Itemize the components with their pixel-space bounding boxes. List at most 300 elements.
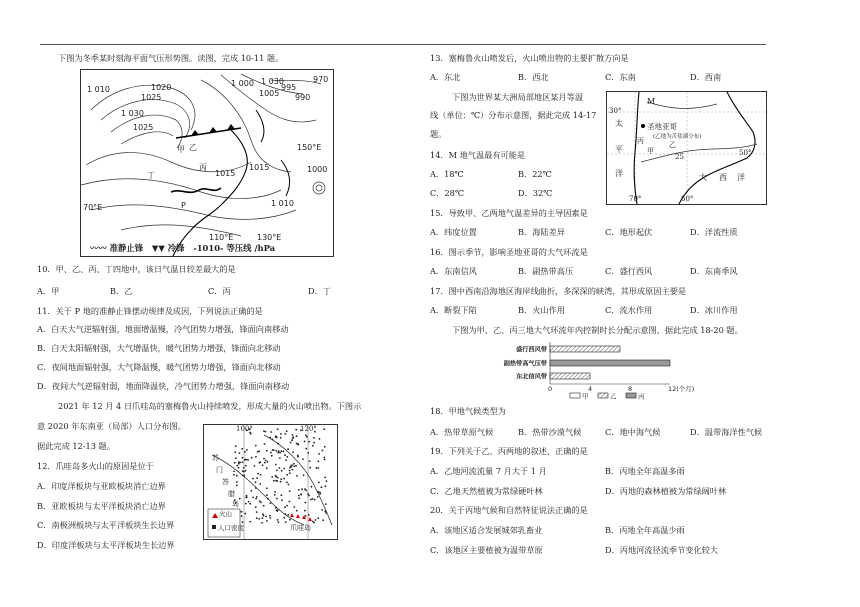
q15-option-c[interactable]: C．地形起伏 <box>605 227 653 237</box>
svg-text:P: P <box>181 201 186 210</box>
population-dot <box>325 503 327 505</box>
population-dot <box>255 487 257 489</box>
population-dot <box>322 519 324 521</box>
population-dot <box>289 519 291 521</box>
q11-option-c[interactable]: C．夜间地面辐射强，大气降温慢，暖气团势力增强，锋面向北移动 <box>37 362 281 372</box>
q18-option-d[interactable]: D．温带海洋性气候 <box>690 427 763 437</box>
population-dot <box>292 434 294 436</box>
legend-label-2: 丙 <box>638 392 645 401</box>
svg-text:990: 990 <box>295 93 311 102</box>
svg-text:70°E: 70°E <box>83 203 103 212</box>
population-dot <box>287 448 289 450</box>
population-dot <box>296 475 298 477</box>
population-dot <box>256 496 258 498</box>
tick-label-0: 0 <box>548 385 553 393</box>
population-dot <box>270 431 272 433</box>
population-dot <box>305 515 307 517</box>
population-dot <box>284 433 286 435</box>
population-dot <box>242 470 244 472</box>
population-dot <box>277 428 279 430</box>
map3-jia: 甲 <box>647 147 654 155</box>
population-dot <box>266 494 268 496</box>
svg-text:1005: 1005 <box>259 89 280 98</box>
map2-place-1: 苏 <box>212 454 219 462</box>
legend-swatch-1 <box>598 393 608 398</box>
population-dot <box>266 467 268 469</box>
svg-text:1 010: 1 010 <box>271 199 294 208</box>
q16-option-a[interactable]: A．东南信风 <box>430 266 477 276</box>
population-dot <box>275 464 277 466</box>
population-dot <box>324 459 326 461</box>
legend-swatch-0 <box>570 393 580 398</box>
q17-option-d[interactable]: D．冰川作用 <box>690 305 738 315</box>
population-dot <box>245 459 247 461</box>
q12-option-b[interactable]: B．亚欧板块与太平洋板块消亡边界 <box>37 501 166 511</box>
q18-option-b[interactable]: B．热带沙漠气候 <box>518 427 582 437</box>
population-dot <box>324 477 326 479</box>
map3-note: (乙地为苦盐湖分布) <box>653 134 702 140</box>
map3-bing: 丙 <box>637 137 644 145</box>
svg-text:1025: 1025 <box>141 93 162 102</box>
population-dot <box>239 452 241 454</box>
population-dot <box>280 478 282 480</box>
population-dot <box>283 468 285 470</box>
svg-text:1 010: 1 010 <box>87 85 110 94</box>
population-dot <box>241 515 243 517</box>
population-dot <box>277 477 279 479</box>
population-dot <box>270 502 272 504</box>
population-dot <box>304 488 306 490</box>
population-dot <box>301 488 303 490</box>
map2-place-2: 门 <box>216 466 223 474</box>
population-dot <box>297 444 299 446</box>
population-dot <box>273 480 275 482</box>
map3-pacific-3: 洋 <box>615 169 623 178</box>
population-dot <box>296 510 298 512</box>
population-dot <box>245 470 247 472</box>
population-dot <box>255 445 257 447</box>
map3-atlantic-1: 大 <box>699 173 707 182</box>
population-dot <box>262 517 264 519</box>
population-dot <box>259 483 261 485</box>
population-dot <box>251 457 253 459</box>
population-dot <box>316 467 318 469</box>
q18-option-c[interactable]: C．地中海气候 <box>605 427 661 437</box>
population-dot <box>317 517 319 519</box>
q20-option-a[interactable]: A．该地区适合发展城郊乳畜业 <box>430 525 543 535</box>
map3-25: 25 <box>675 153 684 161</box>
population-dot <box>245 503 247 505</box>
q12-option-d[interactable]: D．印度洋板块与太平洋板块生长边界 <box>37 540 175 550</box>
population-dot <box>256 477 258 479</box>
map3-label-m: M <box>647 97 656 106</box>
q13-option-d[interactable]: D．西南 <box>690 72 722 82</box>
svg-text:丙: 丙 <box>199 163 207 172</box>
population-dot <box>286 474 288 476</box>
population-dot <box>246 449 248 451</box>
population-dot <box>325 485 327 487</box>
row-label-0: 盛行西风带 <box>516 346 547 354</box>
population-dot <box>284 506 286 508</box>
stationary-front-legend-icon: 〰〰 <box>90 243 107 253</box>
q10-option-a[interactable]: A．甲 <box>37 286 60 296</box>
population-dot <box>296 435 298 437</box>
q11-option-b[interactable]: B．白天太阳辐射强，大气增温快，暖气团势力增强，锋面向北移动 <box>37 343 281 353</box>
q16-option-d[interactable]: D．东南季风 <box>690 266 738 276</box>
population-dot <box>256 517 258 519</box>
population-dot <box>279 467 281 469</box>
population-dot <box>267 498 269 500</box>
population-dot <box>280 481 282 483</box>
q19-option-d[interactable]: D．丙地的森林植被为常绿阔叶林 <box>605 486 727 496</box>
map3-lat-50: 50° <box>739 149 752 157</box>
population-dot <box>286 481 288 483</box>
circulation-chart <box>480 340 695 401</box>
population-dot <box>277 443 279 445</box>
population-dot <box>284 454 286 456</box>
population-dot <box>318 482 320 484</box>
population-dot <box>265 460 267 462</box>
population-dot <box>264 443 266 445</box>
q17-stem: 17．图中西南沿海地区海岸线曲折，多深深的峡湾，其形成原因主要是 <box>430 286 687 296</box>
q15-option-d[interactable]: D．洋流性质 <box>690 227 738 237</box>
map2-legend-volcano: 火山 <box>219 510 232 518</box>
q12-option-a[interactable]: A．印度洋板块与亚欧板块消亡边界 <box>37 481 166 491</box>
q10-option-b[interactable]: B．乙 <box>110 286 133 296</box>
q16-option-b[interactable]: B．副热带高压 <box>518 266 574 276</box>
svg-text:1015: 1015 <box>215 169 236 178</box>
population-dot <box>269 437 271 439</box>
population-dot <box>313 442 315 444</box>
population-dot <box>242 461 244 463</box>
population-dot <box>308 514 310 516</box>
population-dot <box>318 453 320 455</box>
q13-option-a[interactable]: A．东北 <box>430 72 461 82</box>
intro-14-17-line1: 下图为世界某大洲局部地区某月等温 <box>452 92 584 102</box>
map3-atlantic-3: 洋 <box>737 173 745 182</box>
population-dot <box>319 438 321 440</box>
population-dot <box>235 457 237 459</box>
population-dot <box>279 452 281 454</box>
population-dot <box>298 489 300 491</box>
population-dot <box>238 467 240 469</box>
population-dot <box>292 451 294 453</box>
population-dot <box>258 518 260 520</box>
tick-label-1: 4 <box>588 385 593 393</box>
population-dot <box>292 469 294 471</box>
population-dot <box>244 459 246 461</box>
legend-swatch-2 <box>626 393 636 398</box>
population-dot <box>312 521 314 523</box>
q14-option-d[interactable]: D．32℃ <box>518 188 553 198</box>
map3-pacific-2: 平 <box>615 145 623 154</box>
population-dot <box>311 486 313 488</box>
population-dot <box>289 501 291 503</box>
isotherm-map <box>606 91 767 205</box>
map3-santiago: 圣地亚哥 <box>647 122 677 131</box>
population-dot <box>293 506 295 508</box>
population-dot <box>266 487 268 489</box>
population-dot <box>246 495 248 497</box>
population-dot <box>309 467 311 469</box>
svg-text:130°E: 130°E <box>257 233 282 242</box>
population-dot <box>291 464 293 466</box>
population-dot <box>264 462 266 464</box>
population-dot <box>271 476 273 478</box>
population-dot <box>263 505 265 507</box>
population-dot <box>289 470 291 472</box>
population-dot <box>255 506 257 508</box>
population-dot <box>281 470 283 472</box>
population-dot <box>263 515 265 517</box>
q10-option-c[interactable]: C．丙 <box>208 286 231 296</box>
cold-front-legend-icon: ▼▼ <box>151 243 165 253</box>
intro-14-17-line2: 线（单位：℃）分布示意图，据此完成 14-17 <box>430 110 597 120</box>
population-dot <box>315 519 317 521</box>
population-dot <box>249 503 251 505</box>
map1-legend: 〰〰 准静止锋 ▼▼ 冷锋 -1010- 等压线 /hPa <box>90 243 276 253</box>
population-dot <box>325 512 327 514</box>
population-dot <box>260 502 262 504</box>
population-dot <box>245 465 247 467</box>
q16-stem: 16．图示季节，影响圣地亚哥的大气环流是 <box>430 247 588 257</box>
population-dot <box>277 519 279 521</box>
q11-option-d[interactable]: D．夜间大气逆辐射弱，地面降温快，冷气团势力增强，锋面向南移动 <box>37 381 290 391</box>
legend-label-1: 乙 <box>610 392 617 401</box>
q13-option-b[interactable]: B．西北 <box>518 72 549 82</box>
population-dot <box>236 485 238 487</box>
population-dot <box>321 486 323 488</box>
map3-lat-30: 30° <box>609 107 622 115</box>
population-dot <box>244 451 246 453</box>
population-dot <box>312 445 314 447</box>
q17-option-c[interactable]: C．流水作用 <box>605 305 653 315</box>
population-map <box>203 424 338 540</box>
population-dot <box>292 437 294 439</box>
svg-text:1000: 1000 <box>307 165 328 174</box>
population-dot <box>238 461 240 463</box>
svg-text:1 030: 1 030 <box>261 77 284 86</box>
population-dot <box>247 459 249 461</box>
q14-option-c[interactable]: C．28℃ <box>430 188 465 198</box>
svg-text:1015: 1015 <box>249 163 270 172</box>
map3-atlantic-2: 西 <box>719 173 727 182</box>
population-dot <box>304 502 306 504</box>
population-dot <box>295 429 297 431</box>
q12-option-c[interactable]: C．南极洲板块与太平洋板块生长边界 <box>37 520 175 530</box>
q10-stem: 10．甲、乙、丙、丁四地中，该日气温日较差最大的是 <box>37 264 236 274</box>
population-dot <box>242 457 244 459</box>
population-dot <box>283 478 285 480</box>
population-dot <box>280 494 282 496</box>
q19-stem: 19．下列关于乙、丙两地的叙述，正确的是 <box>430 446 588 456</box>
intro-12-13-line3: 据此完成 12-13 题。 <box>37 441 115 451</box>
population-dot <box>245 513 247 515</box>
population-dot <box>291 439 293 441</box>
population-dot <box>265 516 267 518</box>
svg-text:甲: 甲 <box>177 145 185 154</box>
population-dot <box>293 465 295 467</box>
svg-text:970: 970 <box>313 75 329 84</box>
population-dot <box>304 510 306 512</box>
population-dot <box>304 441 306 443</box>
map2-legend-pop: 人口密度 <box>218 524 244 532</box>
population-dot <box>280 437 282 439</box>
population-dot <box>308 441 310 443</box>
population-dot <box>236 481 238 483</box>
population-dot <box>284 513 286 515</box>
q10-option-d[interactable]: D．丁 <box>308 286 331 296</box>
population-dot <box>277 510 279 512</box>
population-dot <box>252 497 254 499</box>
q12-stem: 12．爪哇岛多火山的原因是位于 <box>37 461 154 471</box>
population-dot <box>307 452 309 454</box>
population-dot <box>263 458 265 460</box>
population-dot <box>285 521 287 523</box>
q19-option-b[interactable]: B．丙地全年高温多雨 <box>605 466 685 476</box>
population-dot <box>252 478 254 480</box>
intro-14-17-line3: 题。 <box>430 129 447 139</box>
svg-text:110°E: 110°E <box>209 233 234 242</box>
population-dot <box>286 505 288 507</box>
q14-stem: 14．M 地气温最有可能是 <box>430 150 526 160</box>
q14-option-a[interactable]: A．18℃ <box>430 169 464 179</box>
population-dot <box>234 462 236 464</box>
tick-label-3: 12(个月) <box>668 385 695 393</box>
row-label-1: 副热带高气压带 <box>503 360 547 368</box>
svg-text:150°E: 150°E <box>297 143 322 152</box>
population-dot <box>269 515 271 517</box>
population-dot <box>236 465 238 467</box>
population-dot <box>259 461 261 463</box>
population-dot <box>326 480 328 482</box>
population-dot <box>240 511 242 513</box>
population-dot <box>277 452 279 454</box>
population-dot <box>322 450 324 452</box>
q15-option-a[interactable]: A．纬度位置 <box>430 227 477 237</box>
map2-lon-100: 100° <box>236 425 253 433</box>
svg-text:1 000: 1 000 <box>231 79 254 88</box>
map3-pacific-1: 太 <box>615 119 623 128</box>
map2-java-label: 爪哇岛 <box>290 524 311 532</box>
population-dot <box>279 457 281 459</box>
q19-option-a[interactable]: A．乙地河流流量 7 月大于 1 月 <box>430 466 547 476</box>
map2-place-3: 答 <box>222 478 229 486</box>
q20-option-b[interactable]: B．丙地全年高温少雨 <box>605 525 685 535</box>
population-dot <box>323 428 325 430</box>
population-dot <box>248 501 250 503</box>
population-dot <box>266 520 268 522</box>
population-dot <box>289 472 291 474</box>
population-dot <box>241 448 243 450</box>
header-rule <box>40 44 766 45</box>
population-dot <box>275 480 277 482</box>
population-dot <box>267 461 269 463</box>
q11-option-a[interactable]: A．白天大气逆辐射强，地面增温慢，冷气团势力增强，锋面向南移动 <box>37 324 289 334</box>
population-dot <box>233 471 235 473</box>
intro-12-13-line2: 意 2020 年东南亚（局部）人口分布图。 <box>37 421 186 431</box>
q11-stem: 11．关于 P 地的准静止锋摆动规律及成因，下列说法正确的是 <box>37 306 263 316</box>
pressure-map <box>80 69 334 257</box>
q17-option-b[interactable]: B．火山作用 <box>518 305 565 315</box>
population-dot <box>313 437 315 439</box>
q13-option-c[interactable]: C．东南 <box>605 72 636 82</box>
population-dot <box>297 456 299 458</box>
population-dot <box>259 500 261 502</box>
map3-lon-60: 60° <box>681 195 694 203</box>
population-dot <box>273 449 275 451</box>
population-dot <box>275 507 277 509</box>
population-dot <box>307 493 309 495</box>
population-dot <box>254 465 256 467</box>
population-dot <box>249 521 251 523</box>
population-dot <box>234 451 236 453</box>
svg-text:1025: 1025 <box>133 123 154 132</box>
population-dot <box>274 494 276 496</box>
population-dot <box>262 464 264 466</box>
intro-18-20: 下图为甲、乙、丙三地大气环流年内控制时长分配示意图，据此完成 18-20 题。 <box>452 325 743 335</box>
q15-option-b[interactable]: B．海陆差异 <box>518 227 565 237</box>
q20-stem: 20．关于丙地气候和自然特征说法正确的是 <box>430 505 588 515</box>
population-dot <box>266 450 268 452</box>
population-dot <box>269 517 271 519</box>
population-dot <box>317 467 319 469</box>
population-dot <box>283 451 285 453</box>
svg-text:乙: 乙 <box>189 143 197 152</box>
intro-10-11: 下图为冬季某时刻海平面气压形势图。读图，完成 10-11 题。 <box>58 53 284 63</box>
map3-yi: 乙 <box>669 141 676 149</box>
q17-option-a[interactable]: A．断裂下陷 <box>430 305 477 315</box>
population-dot <box>312 498 314 500</box>
q20-option-d[interactable]: D．丙地河流径流季节变化较大 <box>605 545 719 555</box>
q20-option-c[interactable]: C．该地区主要植被为温带草原 <box>430 545 543 555</box>
population-dot <box>324 510 326 512</box>
legend-label-0: 甲 <box>582 392 589 401</box>
population-dot <box>290 442 292 444</box>
population-dot <box>296 443 298 445</box>
population-dot <box>302 458 304 460</box>
population-dot <box>271 438 273 440</box>
bar-乙-2 <box>550 373 590 379</box>
q15-stem: 15．导致甲、乙两地气温差异的主导因素是 <box>430 208 588 218</box>
q19-option-c[interactable]: C．乙地天然植被为常绿硬叶林 <box>430 486 543 496</box>
q14-option-b[interactable]: B．22℃ <box>518 169 552 179</box>
population-dot <box>317 496 319 498</box>
population-dot <box>324 446 326 448</box>
population-dot <box>295 465 297 467</box>
population-dot <box>309 460 311 462</box>
population-dot <box>235 445 237 447</box>
population-dot <box>276 469 278 471</box>
q13-stem: 13．塞梅鲁火山喷发后，火山喷出物的主要扩散方向是 <box>430 53 629 63</box>
population-dot <box>257 473 259 475</box>
row-label-2: 东北信风带 <box>516 373 547 381</box>
population-dot <box>318 461 320 463</box>
population-dot <box>298 495 300 497</box>
population-dot <box>310 499 312 501</box>
q18-option-a[interactable]: A．热带草原气候 <box>430 427 494 437</box>
map2-lon-120: 120° <box>300 425 317 433</box>
q16-option-c[interactable]: C．盛行西风 <box>605 266 653 276</box>
bar-丙-1 <box>550 360 670 366</box>
population-dot <box>287 514 289 516</box>
population-dot <box>319 493 321 495</box>
population-dot <box>286 430 288 432</box>
population-dot <box>239 498 241 500</box>
population-dot <box>314 499 316 501</box>
population-dot <box>305 448 307 450</box>
population-dot <box>306 436 308 438</box>
